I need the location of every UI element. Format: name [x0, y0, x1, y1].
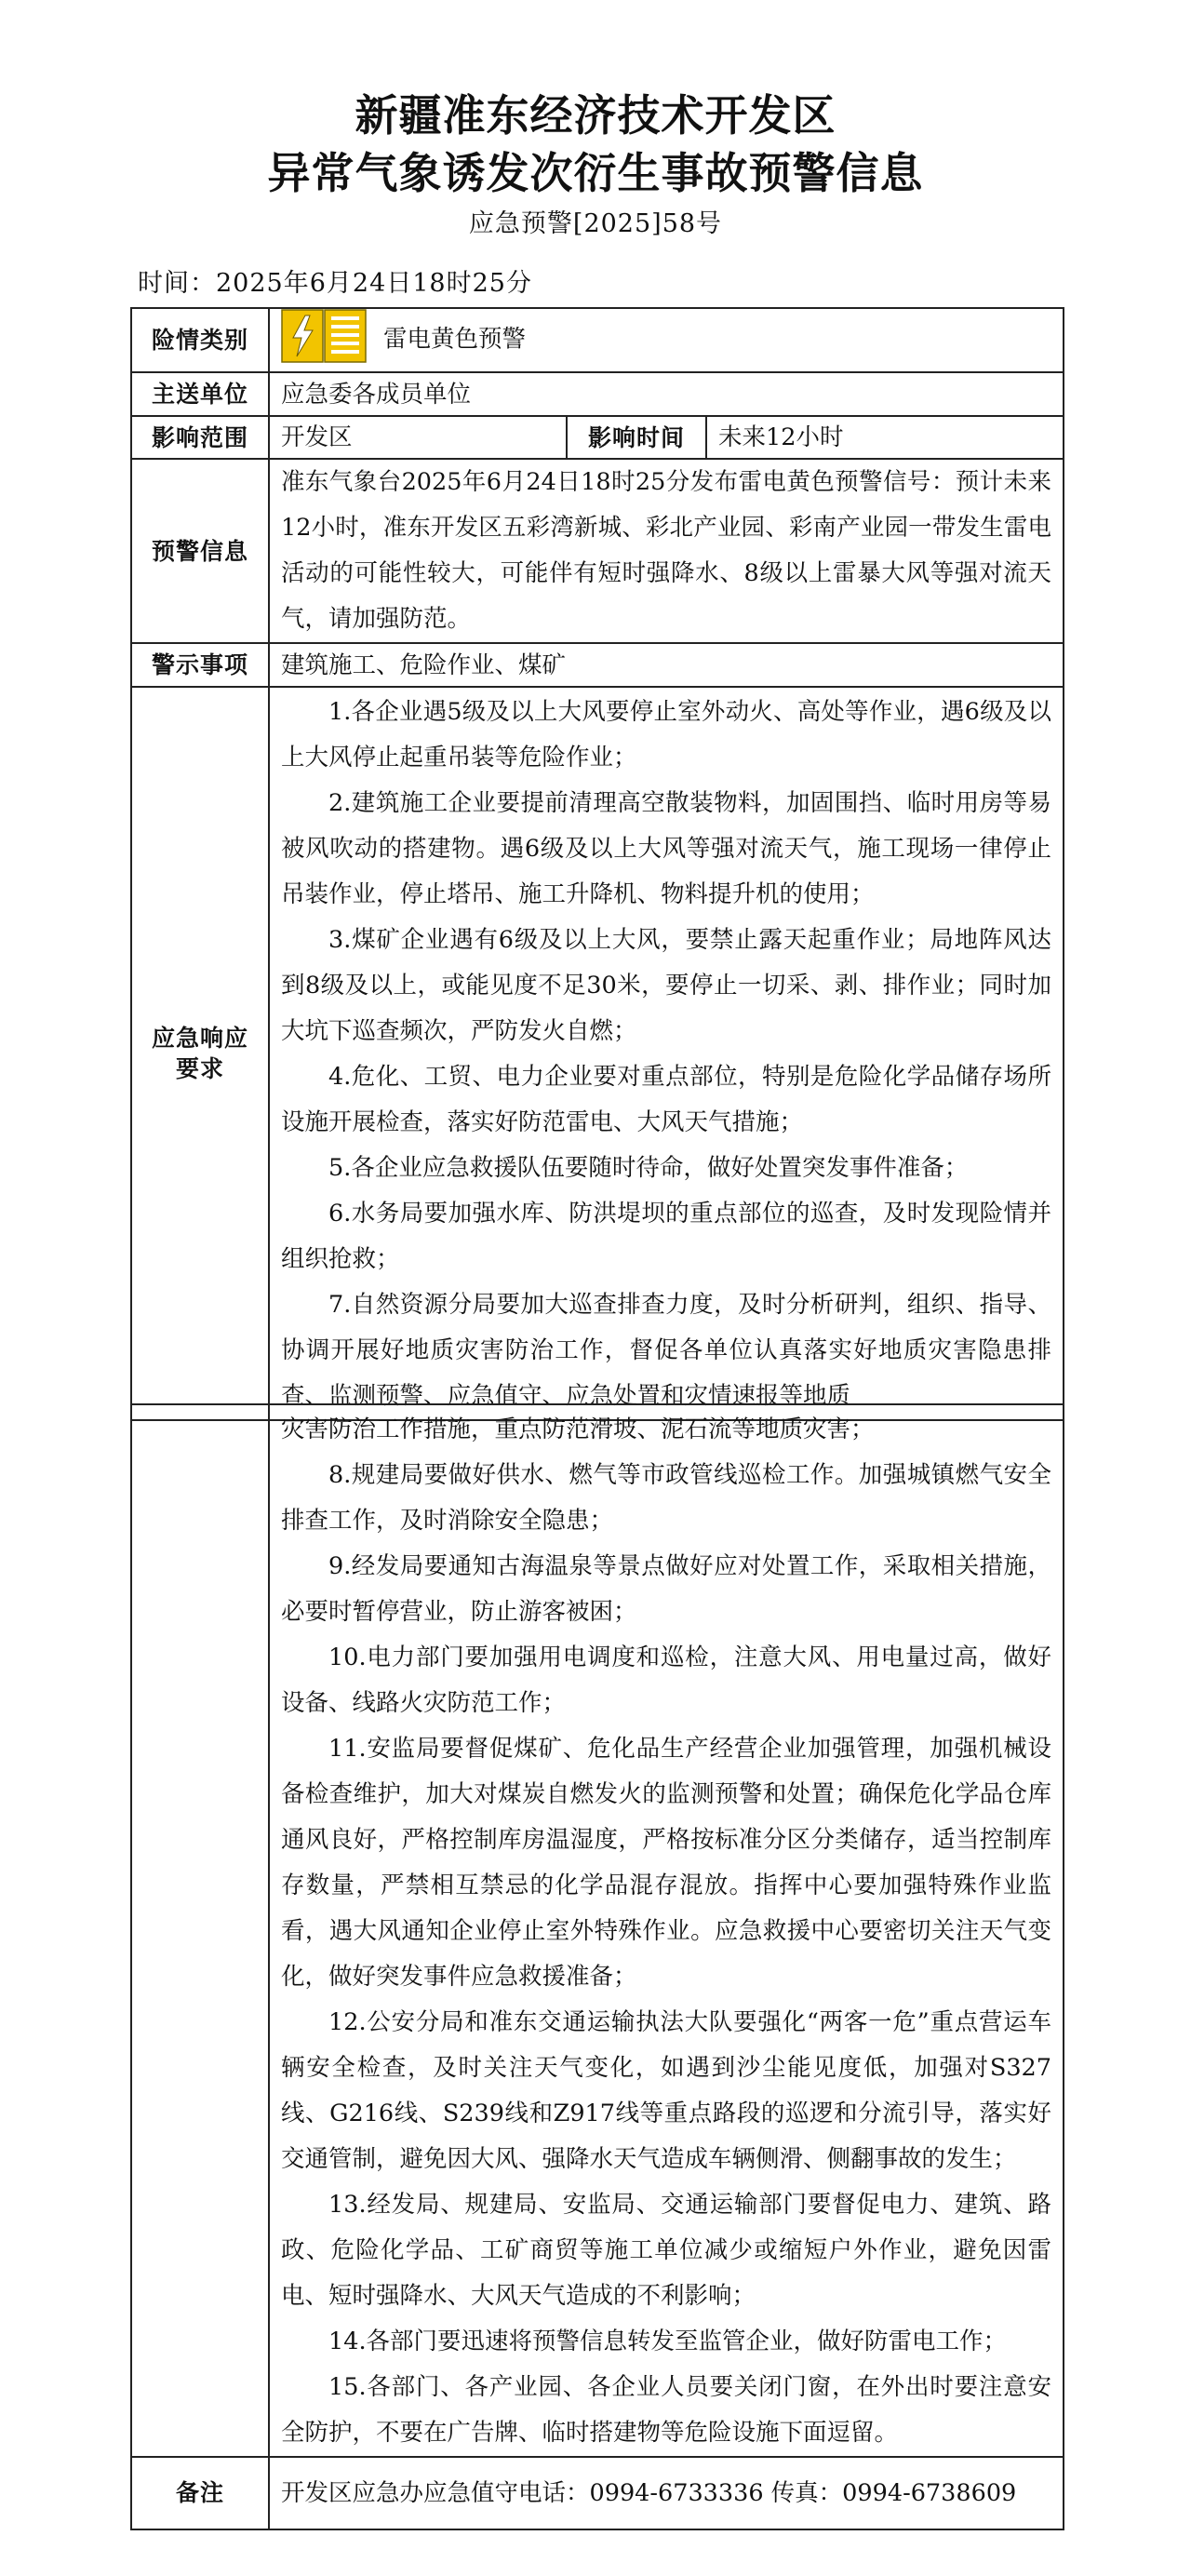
response-item: 8.规建局要做好供水、燃气等市政管线巡检工作。加强城镇燃气安全排查工作，及时消除安全隐患；	[281, 1461, 1051, 1535]
lightning-yellow-warning-icon	[281, 309, 367, 371]
response-continued-row	[131, 1404, 1064, 2457]
response-cell	[269, 687, 1064, 1420]
response-continued-label-cell	[131, 1404, 269, 2457]
response-item: 10.电力部门要加强用电调度和巡检，注意大风、用电量过高，做好设备、线路火灾防范工作；	[281, 1644, 1051, 1717]
response-item: 9.经发局要通知古海温泉等景点做好应对处置工作，采取相关措施，必要时暂停营业，防止游客被困；	[281, 1552, 1051, 1626]
warning-info-cell	[269, 459, 1064, 643]
response-item: 7.自然资源分局要加大巡查排查力度，及时分析研判，组织、指导、协调开展好地质灾害防治工作，督促各单位认真落实好地质灾害隐患排查、监测预警、应急值守、应急处置和灾情速报等地质	[281, 1291, 1051, 1411]
response-item: 15.各部门、各产业园、各企业人员要关闭门窗，在外出时要注意安全防护，不要在广告牌、临时搭建物等危险设施下面逗留。	[281, 2373, 1051, 2447]
recipients-label: 主送单位	[131, 372, 269, 416]
recipients-row	[131, 372, 1064, 416]
response-item: 2.建筑施工企业要提前清理高空散装物料，加固围挡、临时用房等易被风吹动的搭建物。遇6级及以上大风等强对流天气，施工现场一律停止吊装作业，停止塔吊、施工升降机、物料提升机的使用；	[281, 789, 1051, 909]
warning-info-text: 准东气象台2025年6月24日18时25分发布雷电黄色预警信号：预计未来12小时，准东开发区五彩湾新城、彩北产业园、彩南产业园一带发生雷电活动的可能性较大，可能伴有短时强降水、8级以上雷暴大风等强对流天气，请加强防范。	[281, 468, 1051, 634]
response-item: 13.经发局、规建局、安监局、交通运输部门要督促电力、建筑、路政、危险化学品、工矿商贸等施工单位减少或缩短户外作业，避免因雷电、短时强降水、大风天气造成的不利影响；	[281, 2191, 1051, 2310]
duration-value: 未来12小时	[706, 416, 1064, 459]
hazard-row	[131, 308, 1064, 372]
document-title-line2: 异常气象诱发次衍生事故预警信息	[267, 148, 924, 198]
response-item: 4.危化、工贸、电力企业要对重点部位，特别是危险化学品储存场所设施开展检查，落实好防范雷电、大风天气措施；	[281, 1063, 1051, 1137]
document-number: 应急预警[2025]58号	[468, 209, 723, 238]
notice-value: 建筑施工、危险作业、煤矿	[269, 643, 1064, 687]
response-continued-cell	[269, 1404, 1064, 2457]
response-continuation: 灾害防治工作措施，重点防范滑坡、泥石流等地质灾害；	[281, 1415, 875, 1443]
notice-row	[131, 643, 1064, 687]
response-item: 6.水务局要加强水库、防洪堤坝的重点部位的巡查，及时发现险情并组织抢救；	[281, 1200, 1051, 1274]
hazard-value: 雷电黄色预警	[383, 325, 527, 354]
warning-info-label: 预警信息	[131, 459, 269, 643]
response-row	[131, 687, 1064, 1420]
hazard-cell	[269, 308, 1064, 372]
scope-value: 开发区	[269, 416, 567, 459]
document-title-line1: 新疆准东经济技术开发区	[355, 90, 836, 141]
remarks-value: 开发区应急办应急值守电话：0994-6733336 传真：0994-6738609	[269, 2457, 1064, 2529]
remarks-row	[131, 2457, 1064, 2529]
warning-table	[130, 307, 1064, 1421]
issue-time: 时间：2025年6月24日18时25分	[138, 269, 532, 298]
response-item: 3.煤矿企业遇有6级及以上大风，要禁止露天起重作业；局地阵风达到8级及以上，或能见度不足30米，要停止一切采、剥、排作业；同时加大坑下巡查频次，严防发火自燃；	[281, 926, 1051, 1046]
response-item: 1.各企业遇5级及以上大风要停止室外动火、高处等作业，遇6级及以上大风停止起重吊装等危险作业；	[281, 698, 1051, 772]
duration-label: 影响时间	[567, 416, 706, 459]
response-item: 12.公安分局和准东交通运输执法大队要强化“两客一危”重点营运车辆安全检查，及时关注天气变化，如遇到沙尘能见度低，加强对S327线、G216线、S239线和Z917线等重点路段的巡逻和分流引导，落实好交通管制，避免因大风、强降水天气造成车辆侧滑、侧翻事故的发生；	[281, 2008, 1051, 2173]
warning-table-continued	[130, 1403, 1064, 2530]
remarks-label: 备注	[131, 2457, 269, 2529]
notice-label: 警示事项	[131, 643, 269, 687]
response-item: 5.各企业应急救援队伍要随时待命，做好处置突发事件准备；	[328, 1154, 969, 1183]
scope-row	[131, 416, 1064, 459]
response-label: 应急响应要求	[131, 687, 269, 1420]
recipients-value: 应急委各成员单位	[269, 372, 1064, 416]
warning-info-row	[131, 459, 1064, 643]
response-item: 11.安监局要督促煤矿、危化品生产经营企业加强管理，加强机械设备检查维护，加大对煤炭自燃发火的监测预警和处置；确保危化学品仓库通风良好，严格控制库房温湿度，严格按标准分区分类储存，适当控制库存数量，严禁相互禁忌的化学品混存混放。指挥中心要加强特殊作业监看，遇大风通知企业停止室外特殊作业。应急救援中心要密切关注天气变化，做好突发事件应急救援准备；	[281, 1735, 1051, 1991]
scope-label: 影响范围	[131, 416, 269, 459]
response-item: 14.各部门要迅速将预警信息转发至监管企业，做好防雷电工作；	[328, 2328, 1008, 2355]
hazard-label: 险情类别	[131, 308, 269, 372]
